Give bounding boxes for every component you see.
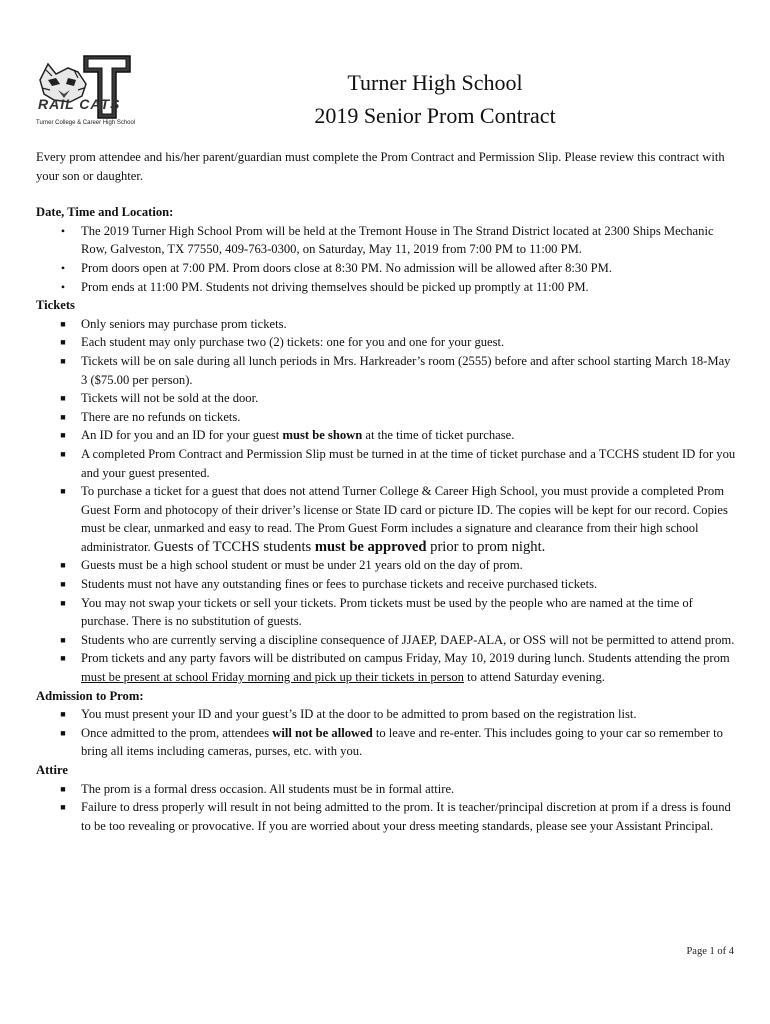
bullet-square-icon: ■	[60, 653, 66, 664]
bullet-square-icon: ■	[60, 318, 66, 329]
bullet-square-icon: ■	[60, 430, 66, 441]
contract-title: 2019 Senior Prom Contract	[314, 103, 556, 128]
list-item: ■ Only seniors may purchase prom tickets.	[36, 315, 736, 334]
admission-heading: Admission to Prom:	[36, 688, 144, 703]
bullet-square-icon: ■	[60, 393, 66, 404]
intro-paragraph: Every prom attendee and his/her parent/guardian must complete the Prom Contract and Permission Slip. Please review this contract with your son or daughter.	[36, 150, 725, 183]
list-item: ■ Guests must be a high school student or must be under 21 years old on the day of prom.	[36, 556, 736, 575]
list-item: ■ You must present your ID and your guest’s ID at the door to be admitted to prom based on the registration list.	[36, 705, 736, 724]
date-section-heading: Date, Time and Location:	[36, 205, 174, 220]
list-item: ■ Each student may only purchase two (2) tickets: one for you and one for your guest.	[36, 333, 736, 352]
bullet-square-icon: ■	[60, 727, 66, 738]
list-item: ■ Tickets will not be sold at the door.	[36, 389, 736, 408]
title-block	[250, 66, 620, 132]
bullet-dot-icon: •	[60, 279, 66, 294]
school-logo	[34, 50, 134, 130]
list-item: ■ Prom tickets and any party favors will be distributed on campus Friday, May 10, 2019 during lunch. Students attending the prom must be present at school Friday morning and pick up their tickets in person to attend Saturday evening.	[36, 649, 736, 686]
bullet-square-icon: ■	[60, 597, 66, 608]
list-item: • Prom doors open at 7:00 PM. Prom doors close at 8:30 PM. No admission will be allowed after 8:30 PM.	[36, 259, 736, 278]
railcats-logo-icon	[34, 50, 134, 130]
bullet-dot-icon: •	[60, 260, 66, 275]
bullet-square-icon: ■	[60, 634, 66, 645]
tickets-heading: Tickets	[36, 298, 75, 313]
list-item: ■ An ID for you and an ID for your guest must be shown at the time of ticket purchase.	[36, 426, 736, 445]
school-title: Turner High School	[347, 70, 523, 95]
bullet-square-icon: ■	[60, 355, 66, 366]
list-item: ■ Students who are currently serving a discipline consequence of JJAEP, DAEP-ALA, or OSS will not be permitted to attend prom.	[36, 631, 736, 650]
list-item: ■ Once admitted to the prom, attendees will not be allowed to leave and re-enter. This includes going to your car so remember to bring all items including cameras, purses, etc. with you.	[36, 724, 736, 761]
bullet-square-icon: ■	[60, 486, 66, 497]
list-item: ■ Tickets will be on sale during all lunch periods in Mrs. Harkreader’s room (2555) before and after school starting March 18-May 3 ($75.00 per person).	[36, 352, 736, 389]
bullet-square-icon: ■	[60, 337, 66, 348]
bullet-square-icon: ■	[60, 579, 66, 590]
list-item: ■ There are no refunds on tickets.	[36, 408, 736, 427]
bullet-square-icon: ■	[60, 560, 66, 571]
bullet-dot-icon: •	[60, 223, 66, 238]
list-item: ■ The prom is a formal dress occasion. All students must be in formal attire.	[36, 780, 736, 799]
list-item: • Prom ends at 11:00 PM. Students not driving themselves should be picked up promptly at 11:00 PM.	[36, 278, 736, 297]
attire-heading: Attire	[36, 763, 68, 777]
bullet-square-icon: ■	[60, 802, 66, 813]
bullet-square-icon: ■	[60, 448, 66, 459]
bullet-square-icon: ■	[60, 411, 66, 422]
admission-list	[36, 705, 736, 761]
list-item: ■ A completed Prom Contract and Permission Slip must be turned in at the time of ticket purchase and a TCCHS student ID for you and your guest presented.	[36, 445, 736, 482]
tickets-list	[36, 315, 736, 687]
list-item: ■ You may not swap your tickets or sell your tickets. Prom tickets must be used by the people who are named at the time of purchase. There is no substitution of guests.	[36, 594, 736, 631]
bullet-square-icon: ■	[60, 709, 66, 720]
list-item: ■ Failure to dress properly will result in not being admitted to the prom. It is teacher/principal discretion at prom if a dress is found to be too revealing or provocative. If you are worried about your dress meeting standards, please see your Assistant Principal.	[36, 798, 736, 835]
date-list	[36, 222, 736, 296]
list-item: ■ Students must not have any outstanding fines or fees to purchase tickets and receive purchased tickets.	[36, 575, 736, 594]
contract-body	[36, 148, 736, 835]
bullet-square-icon: ■	[60, 783, 66, 794]
list-item: • The 2019 Turner High School Prom will be held at the Tremont House in The Strand District located at 2300 Ships Mechanic Row, Galveston, TX 77550, 409-763-0300, on Saturday, May 11, 2019 from 7:00 PM to 11:00 PM.	[36, 222, 736, 259]
list-item: ■ To purchase a ticket for a guest that does not attend Turner College & Career High School, you must provide a completed Prom Guest Form and photocopy of their driver’s license or State ID card or picture ID. The copies will be kept for our record. Copies must be clear, unmarked and easy to read. The Prom Guest Form includes a signature and clearance from their high school administrator. Guests of TCCHS students must be approved prior to prom night.	[36, 482, 736, 556]
page-number: Page 1 of 4	[686, 946, 734, 957]
attire-list	[36, 780, 736, 836]
logo-wordmark: RAIL CATS	[38, 96, 121, 112]
logo-subtitle: Turner College & Career High School	[36, 120, 136, 126]
